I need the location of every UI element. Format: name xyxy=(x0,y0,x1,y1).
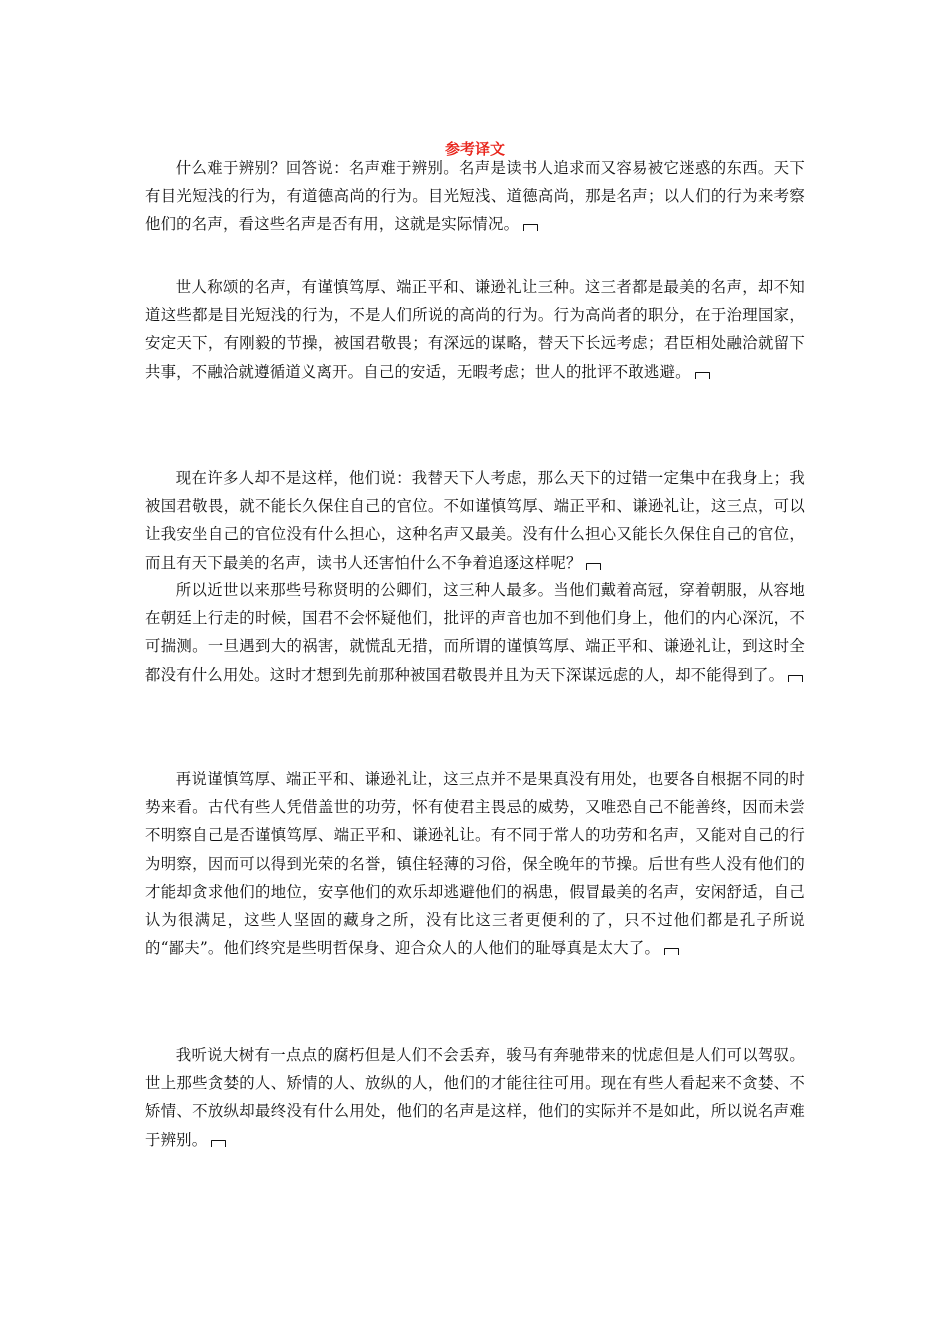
paragraph-text: 所以近世以来那些号称贤明的公卿们，这三种人最多。当他们戴着高冠，穿着朝服，从容地在朝廷上行走的时候，国君不会怀疑他们，批评的声音也加不到他们身上，他们的内心深沉，不可揣测。一旦遇到大的祸害，就慌乱无措，而所谓的谨慎笃厚、端正平和、谦逊礼让，到这时全都没有什么用处。这时才想到先前那种被国君敬畏并且为天下深谋远虑的人，却不能得到了。 xyxy=(145,581,805,684)
paragraph-mark-icon xyxy=(664,948,679,955)
paragraph-2 xyxy=(145,273,805,386)
paragraph-text: 什么难于辨别？回答说：名声难于辨别。名声是读书人追求而又容易被它迷惑的东西。天下有目光短浅的行为，有道德高尚的行为。目光短浅、道德高尚，那是名声；以人们的行为来考察他们的名声，看这些名声是否有用，这就是实际情况。 xyxy=(145,159,805,234)
paragraph-mark-icon xyxy=(586,563,601,570)
paragraph-mark-icon xyxy=(211,1140,226,1147)
paragraph-4 xyxy=(145,576,805,689)
paragraph-6 xyxy=(145,1041,805,1154)
paragraph-mark-icon xyxy=(788,675,803,682)
paragraph-text: 世人称颂的名声，有谨慎笃厚、端正平和、谦逊礼让三种。这三者都是最美的名声，却不知道这些都是目光短浅的行为，不是人们所说的高尚的行为。行为高尚者的职分，在于治理国家，安定天下，有刚毅的节操，被国君敬畏；有深远的谋略，替天下长远考虑；君臣相处融洽就留下共事，不融洽就遵循道义离开。自己的安适，无暇考虑；世人的批评不敢逃避。 xyxy=(145,278,805,381)
paragraph-1 xyxy=(145,154,805,239)
paragraph-text: 现在许多人却不是这样，他们说：我替天下人考虑，那么天下的过错一定集中在我身上；我被国君敬畏，就不能长久保住自己的官位。不如谨慎笃厚、端正平和、谦逊礼让，这三点，可以让我安坐自己的官位没有什么担心，这种名声又最美。没有什么担心又能长久保住自己的官位，而且有天下最美的名声，读书人还害怕什么不争着追逐这样呢？ xyxy=(145,469,805,572)
page-title: 参考译文 xyxy=(444,140,505,158)
paragraph-5 xyxy=(145,765,805,962)
paragraph-mark-icon xyxy=(695,372,710,379)
paragraph-text: 再说谨慎笃厚、端正平和、谦逊礼让，这三点并不是果真没有用处，也要各自根据不同的时势来看。古代有些人凭借盖世的功劳，怀有使君主畏忌的威势，又唯恐自己不能善终，因而未尝不明察自己是否谨慎笃厚、端正平和、谦逊礼让。有不同于常人的功劳和名声，又能对自己的行为明察，因而可以得到光荣的名誉，镇住轻薄的习俗，保全晚年的节操。后世有些人没有他们的才能却贪求他们的地位，安享他们的欢乐却逃避他们的祸患，假冒最美的名声，安闲舒适，自己认为很满足，这些人坚固的藏身之所，没有比这三者更便利的了，只不过他们都是孔子所说的“鄙夫”。他们终究是些明哲保身、迎合众人的人他们的耻辱真是太大了。 xyxy=(145,770,805,958)
paragraph-text: 我听说大树有一点点的腐朽但是人们不会丢弃，骏马有奔驰带来的忧虑但是人们可以驾驭。世上那些贪婪的人、矫情的人、放纵的人，他们的才能往往可用。现在有些人看起来不贪婪、不矫情、不放纵却最终没有什么用处，他们的名声是这样，他们的实际并不是如此，所以说名声难于辨别。 xyxy=(145,1046,805,1149)
paragraph-3 xyxy=(145,464,805,577)
paragraph-mark-icon xyxy=(523,224,538,231)
